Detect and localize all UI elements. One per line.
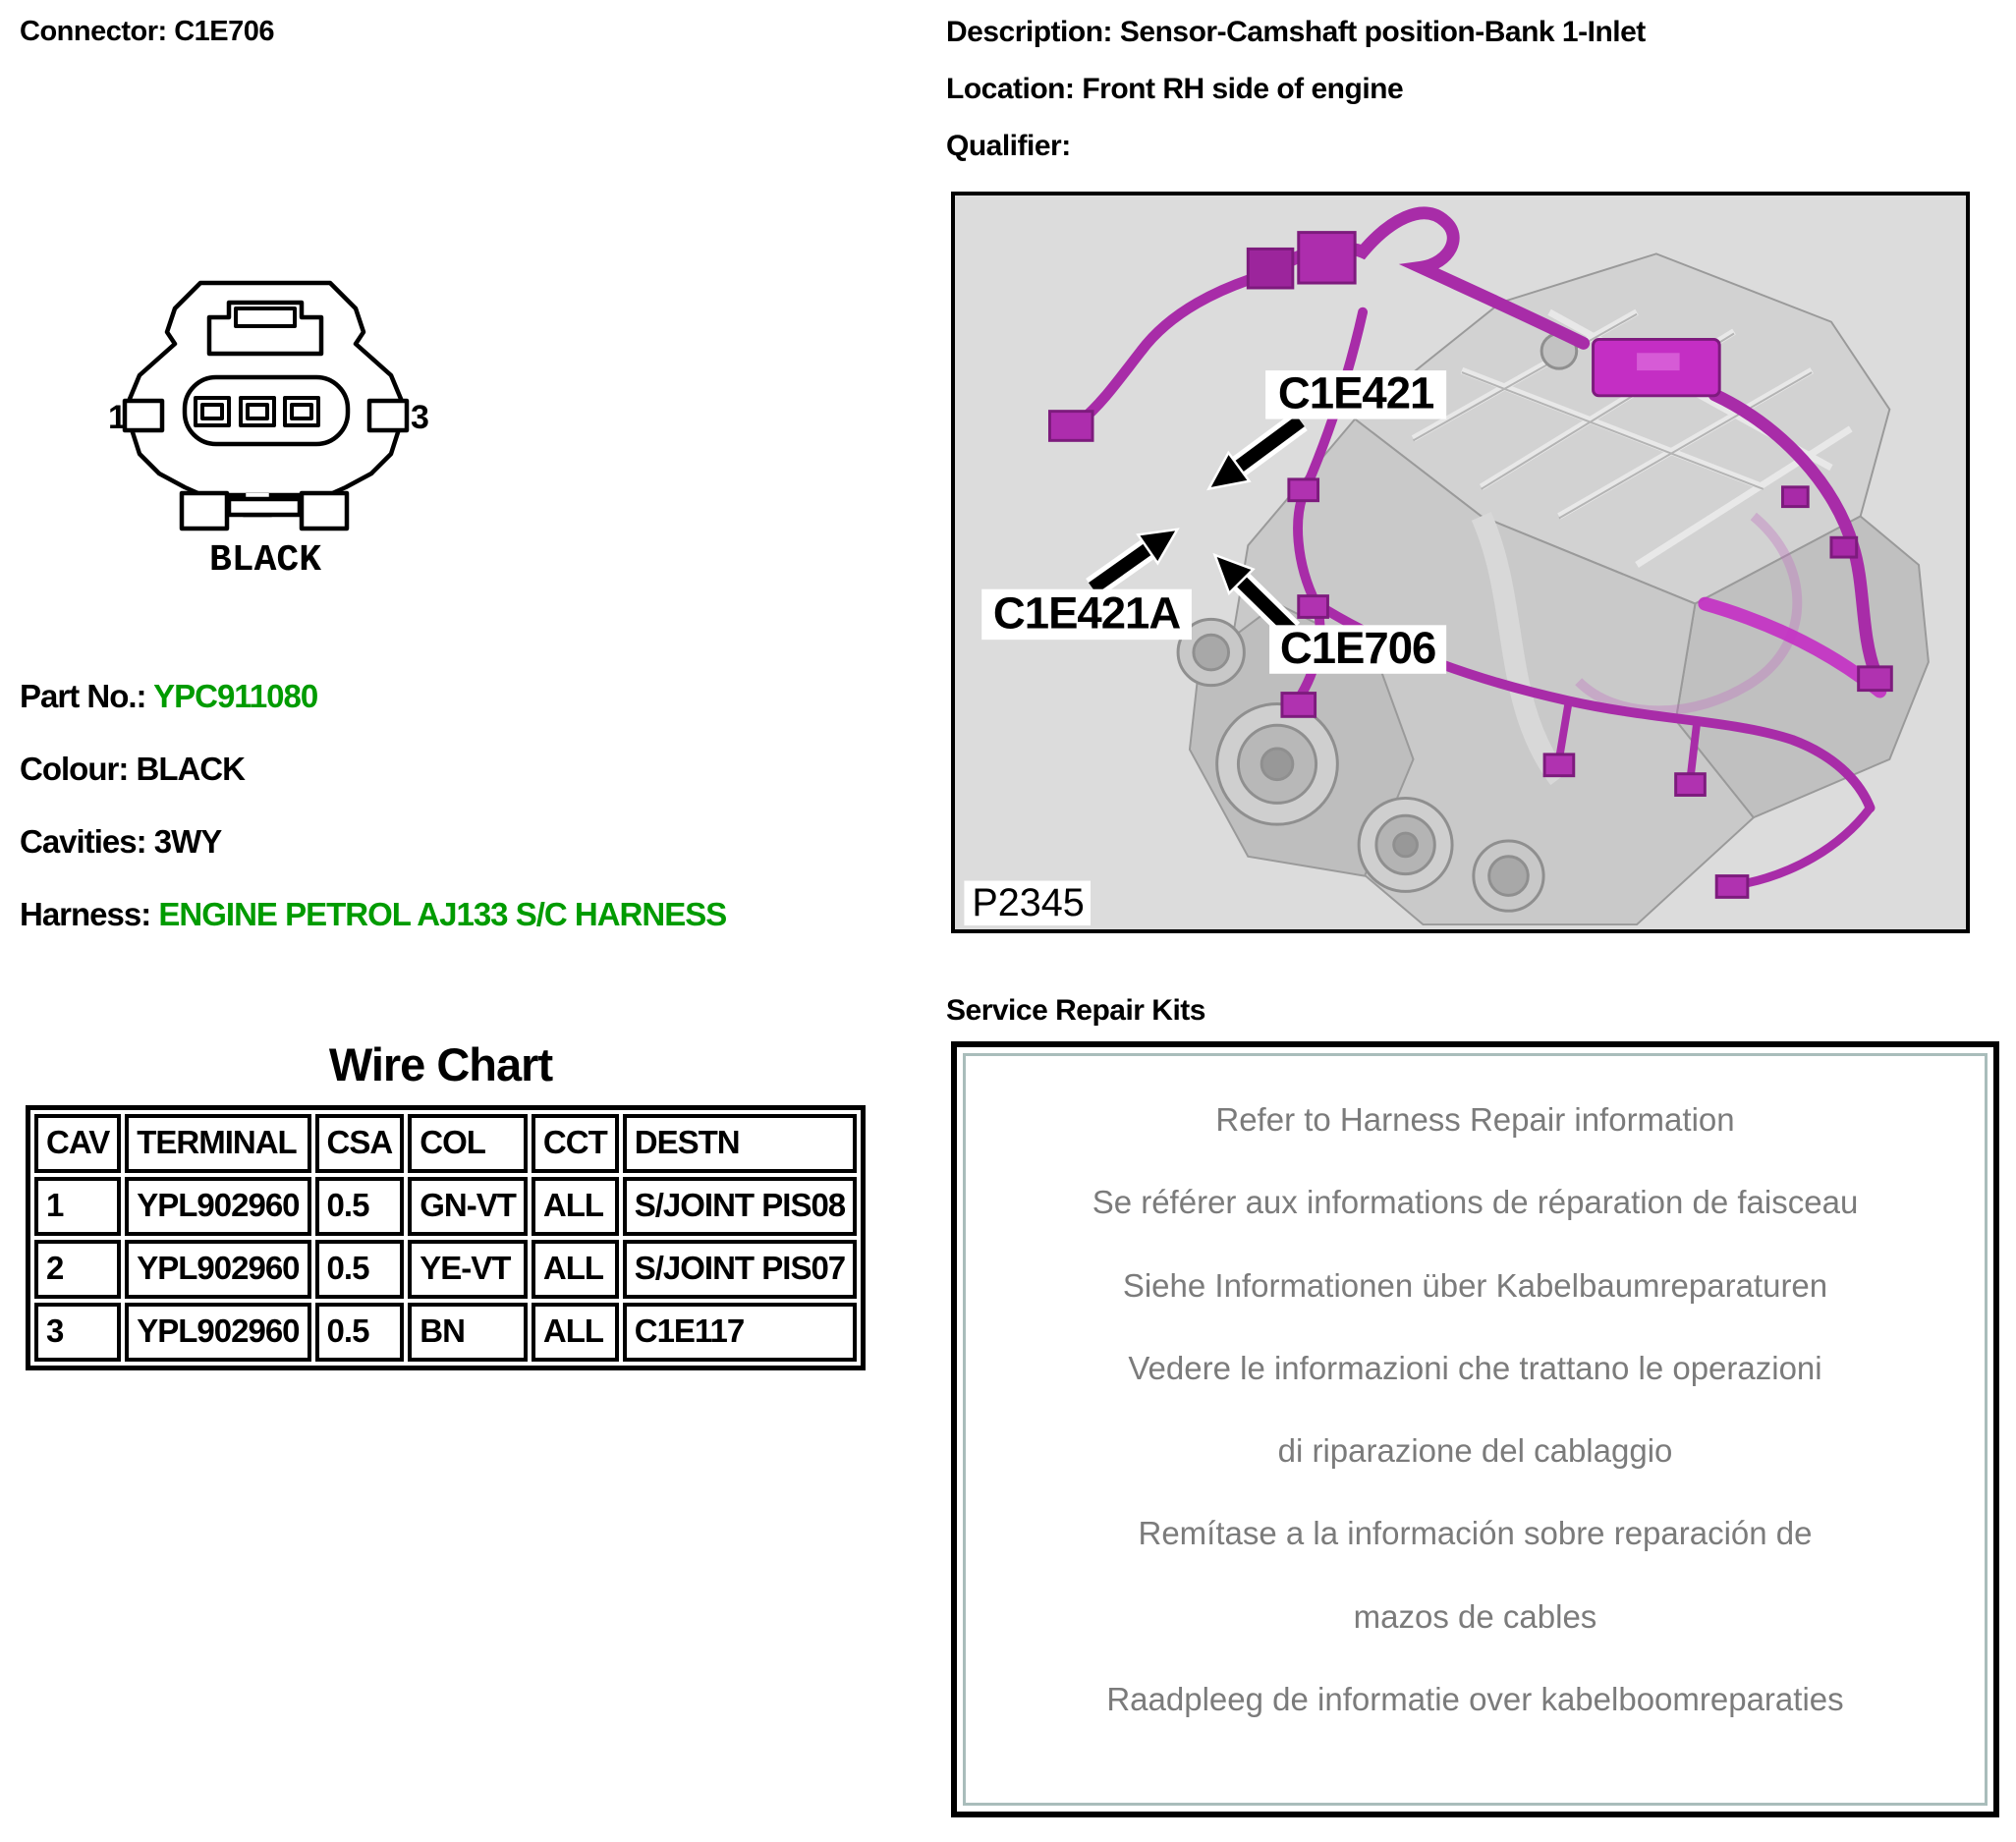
- harness-label: Harness:: [20, 896, 151, 932]
- colour-label: Colour:: [20, 751, 129, 787]
- wire-chart-title: Wire Chart: [328, 1038, 553, 1090]
- service-repair-line: Refer to Harness Repair information: [1215, 1101, 1735, 1139]
- col-header-terminal: TERMINAL: [125, 1114, 310, 1173]
- connector-wing-left: [125, 401, 162, 430]
- wire-chart-header-row: [34, 1114, 857, 1173]
- harness-value: ENGINE PETROL AJ133 S/C HARNESS: [158, 896, 727, 932]
- service-repair-line: Remítase a la información sobre reparación de: [1138, 1515, 1813, 1552]
- service-repair-line: Raadpleeg de informatie over kabelboomreparaties: [1106, 1680, 1844, 1717]
- col-header-col: COL: [408, 1114, 528, 1173]
- wire-row-2: [34, 1240, 857, 1299]
- location-row: [946, 73, 1646, 106]
- description-label: Description:: [946, 16, 1113, 48]
- cell-terminal: YPL902960: [125, 1177, 310, 1236]
- description-row: [946, 16, 1646, 49]
- engine-callout-c1e421: C1E421: [1277, 367, 1434, 419]
- service-repair-kits-title: Service Repair Kits: [946, 994, 1205, 1027]
- cell-col: BN: [408, 1303, 528, 1362]
- cell-destn: S/JOINT PIS08: [623, 1177, 857, 1236]
- cell-csa: 0.5: [315, 1240, 405, 1299]
- cell-cct: ALL: [532, 1303, 619, 1362]
- cell-cav: 3: [34, 1303, 121, 1362]
- connector-foot-tab: [229, 499, 300, 515]
- figure-id-label: P2345: [972, 881, 1085, 925]
- connector-title: [20, 16, 274, 48]
- service-repair-kits-box: [951, 1041, 1999, 1817]
- cell-destn: S/JOINT PIS07: [623, 1240, 857, 1299]
- wire-chart-section: [26, 1037, 856, 1370]
- wire-row-1: [34, 1177, 857, 1236]
- part-no-row: [20, 678, 726, 715]
- service-repair-line: Se référer aux informations de réparation de faisceau: [1092, 1184, 1859, 1221]
- cell-col: YE-VT: [408, 1240, 528, 1299]
- engine-location-figure: [951, 192, 1970, 933]
- wire-chart-table: [26, 1105, 866, 1370]
- cell-terminal: YPL902960: [125, 1303, 310, 1362]
- connector-foot-left: [182, 493, 227, 529]
- part-no-value: YPC911080: [153, 678, 318, 714]
- service-repair-line: di riparazione del cablaggio: [1277, 1432, 1673, 1470]
- engine-callout-c1e421a: C1E421A: [992, 587, 1181, 639]
- location-label: Location:: [946, 73, 1075, 105]
- cavities-row: [20, 823, 726, 861]
- engine-illustration: [955, 195, 1966, 929]
- wire-row-3: [34, 1303, 857, 1362]
- cell-terminal: YPL902960: [125, 1240, 310, 1299]
- engine-callout-c1e706: C1E706: [1279, 622, 1436, 673]
- col-header-cct: CCT: [532, 1114, 619, 1173]
- cell-cav: 2: [34, 1240, 121, 1299]
- cell-cct: ALL: [532, 1240, 619, 1299]
- terminal-1-pin: [202, 405, 222, 419]
- service-repair-line: Vedere le informazioni che trattano le operazioni: [1128, 1349, 1822, 1386]
- colour-row: [20, 751, 726, 788]
- connector-title-label: Connector:: [20, 16, 167, 47]
- pin-3-label: 3: [411, 399, 429, 436]
- location-value: Front RH side of engine: [1082, 73, 1404, 105]
- col-header-cav: CAV: [34, 1114, 121, 1173]
- connector-title-value: C1E706: [174, 16, 275, 47]
- connector-wing-right: [369, 401, 407, 430]
- connector-foot-right: [302, 493, 347, 529]
- cell-csa: 0.5: [315, 1303, 405, 1362]
- connector-key-slot: [236, 308, 295, 326]
- cell-csa: 0.5: [315, 1177, 405, 1236]
- pin-1-label: 1: [108, 399, 127, 436]
- cell-cct: ALL: [532, 1177, 619, 1236]
- connector-colour-label: BLACK: [208, 539, 322, 582]
- part-no-label: Part No.:: [20, 678, 146, 714]
- service-repair-line: Siehe Informationen über Kabelbaumreparaturen: [1122, 1266, 1828, 1304]
- cell-col: GN-VT: [408, 1177, 528, 1236]
- right-header: [946, 16, 1646, 187]
- part-info: [20, 678, 726, 969]
- harness-row: [20, 896, 726, 933]
- colour-value: BLACK: [136, 751, 245, 787]
- cavities-label: Cavities:: [20, 823, 146, 860]
- service-repair-kits-inner: [963, 1053, 1988, 1806]
- connector-face-diagram: [98, 263, 432, 587]
- cavities-value: 3WY: [153, 823, 222, 860]
- terminal-3-pin: [292, 405, 311, 419]
- terminal-2-pin: [248, 405, 267, 419]
- cell-cav: 1: [34, 1177, 121, 1236]
- description-value: Sensor-Camshaft position-Bank 1-Inlet: [1119, 16, 1646, 48]
- qualifier-label: Qualifier:: [946, 130, 1071, 162]
- col-header-csa: CSA: [315, 1114, 405, 1173]
- cell-destn: C1E117: [623, 1303, 857, 1362]
- col-header-destn: DESTN: [623, 1114, 857, 1173]
- connector-face-drawing: [98, 263, 432, 587]
- service-repair-line: mazos de cables: [1353, 1597, 1597, 1635]
- qualifier-row: [946, 130, 1646, 163]
